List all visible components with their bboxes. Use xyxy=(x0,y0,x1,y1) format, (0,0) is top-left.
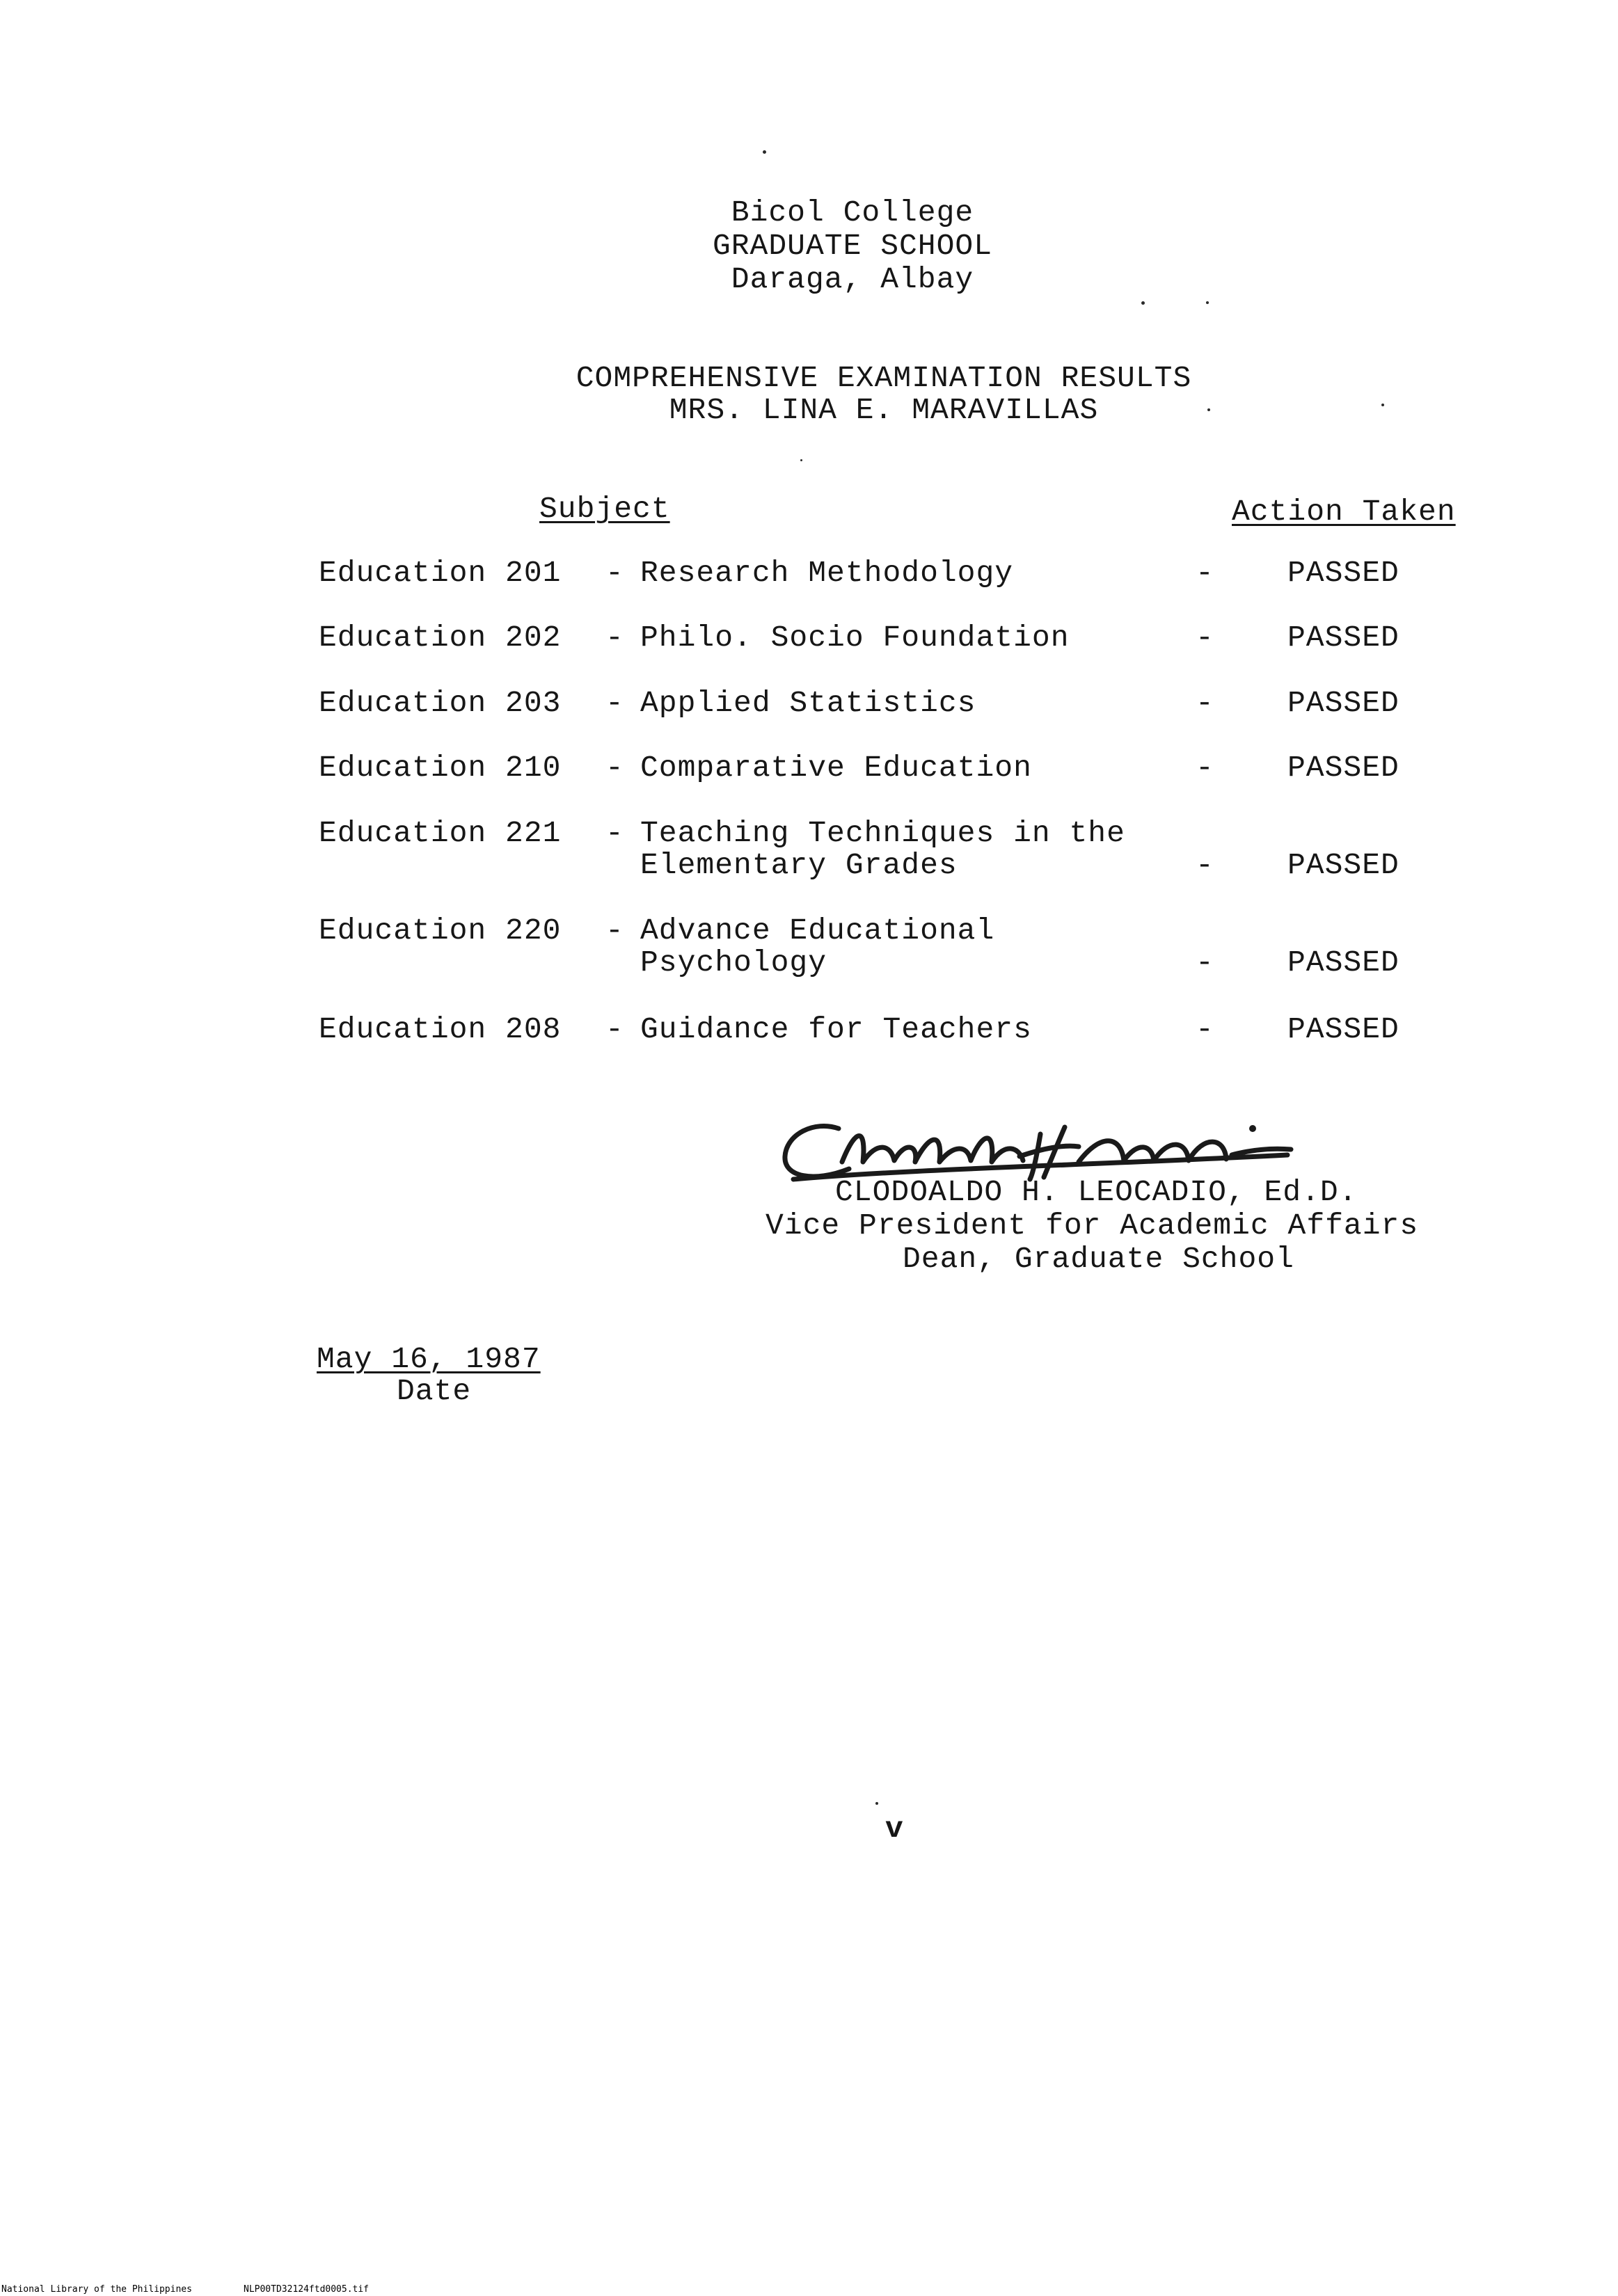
course-code: Education 220 xyxy=(319,914,562,948)
result-status: PASSED xyxy=(1287,1012,1399,1046)
course-title: Applied Statistics xyxy=(640,686,976,720)
result-status: PASSED xyxy=(1287,751,1399,785)
course-title: Philo. Socio Foundation xyxy=(640,621,1070,655)
result-dash: - xyxy=(1196,848,1214,882)
course-title-continued: Elementary Grades xyxy=(640,848,958,882)
course-separator: - xyxy=(605,751,624,785)
school-location: Daraga, Albay xyxy=(731,262,974,296)
course-code: Education 202 xyxy=(319,621,562,655)
scan-speck xyxy=(763,150,766,154)
course-title: Comparative Education xyxy=(640,751,1032,785)
result-dash: - xyxy=(1196,946,1214,980)
result-dash: - xyxy=(1196,556,1214,590)
course-code: Education 203 xyxy=(319,686,562,720)
footer-library: National Library of the Philippines xyxy=(1,2284,192,2295)
scan-speck xyxy=(1141,301,1145,305)
result-status: PASSED xyxy=(1287,621,1399,655)
course-code: Education 208 xyxy=(319,1012,562,1046)
scan-speck xyxy=(1207,408,1210,411)
result-status: PASSED xyxy=(1287,686,1399,720)
signatory-position: Vice President for Academic Affairs xyxy=(766,1209,1419,1243)
course-code: Education 201 xyxy=(319,556,562,590)
result-dash: - xyxy=(1196,751,1214,785)
signatory-name: CLODOALDO H. LEOCADIO, Ed.D. xyxy=(835,1175,1358,1209)
course-code: Education 210 xyxy=(319,751,562,785)
course-title: Advance Educational xyxy=(640,914,995,948)
page-number: v xyxy=(885,1812,904,1846)
result-status: PASSED xyxy=(1287,556,1399,590)
document-title: COMPREHENSIVE EXAMINATION RESULTS xyxy=(576,361,1192,395)
date-value: May 16, 1987 xyxy=(317,1342,541,1376)
scan-speck xyxy=(800,459,802,461)
result-dash: - xyxy=(1196,621,1214,655)
course-title: Teaching Techniques in the xyxy=(640,816,1125,850)
result-status: PASSED xyxy=(1287,848,1399,882)
result-dash: - xyxy=(1196,1012,1214,1046)
date-label: Date xyxy=(397,1374,472,1408)
signatory-office: Dean, Graduate School xyxy=(903,1242,1294,1276)
footer-filename: NLP00TD32124ftd0005.tif xyxy=(244,2284,370,2295)
subject-column-header: Subject xyxy=(539,492,670,526)
course-title-continued: Psychology xyxy=(640,946,827,980)
course-code: Education 221 xyxy=(319,816,562,850)
course-separator: - xyxy=(605,556,624,590)
course-separator: - xyxy=(605,686,624,720)
examinee-name: MRS. LINA E. MARAVILLAS xyxy=(669,393,1099,427)
school-name: GRADUATE SCHOOL xyxy=(712,229,993,263)
course-separator: - xyxy=(605,621,624,655)
scan-speck xyxy=(1381,404,1384,406)
result-dash: - xyxy=(1196,686,1214,720)
course-separator: - xyxy=(605,1012,624,1046)
course-separator: - xyxy=(605,914,624,948)
course-separator: - xyxy=(605,816,624,850)
action-column-header: Action Taken xyxy=(1232,495,1456,529)
course-title: Research Methodology xyxy=(640,556,1014,590)
result-status: PASSED xyxy=(1287,946,1399,980)
scan-speck xyxy=(875,1802,878,1805)
course-title: Guidance for Teachers xyxy=(640,1012,1032,1046)
scan-speck xyxy=(1206,301,1209,304)
institution-name: Bicol College xyxy=(731,196,974,230)
